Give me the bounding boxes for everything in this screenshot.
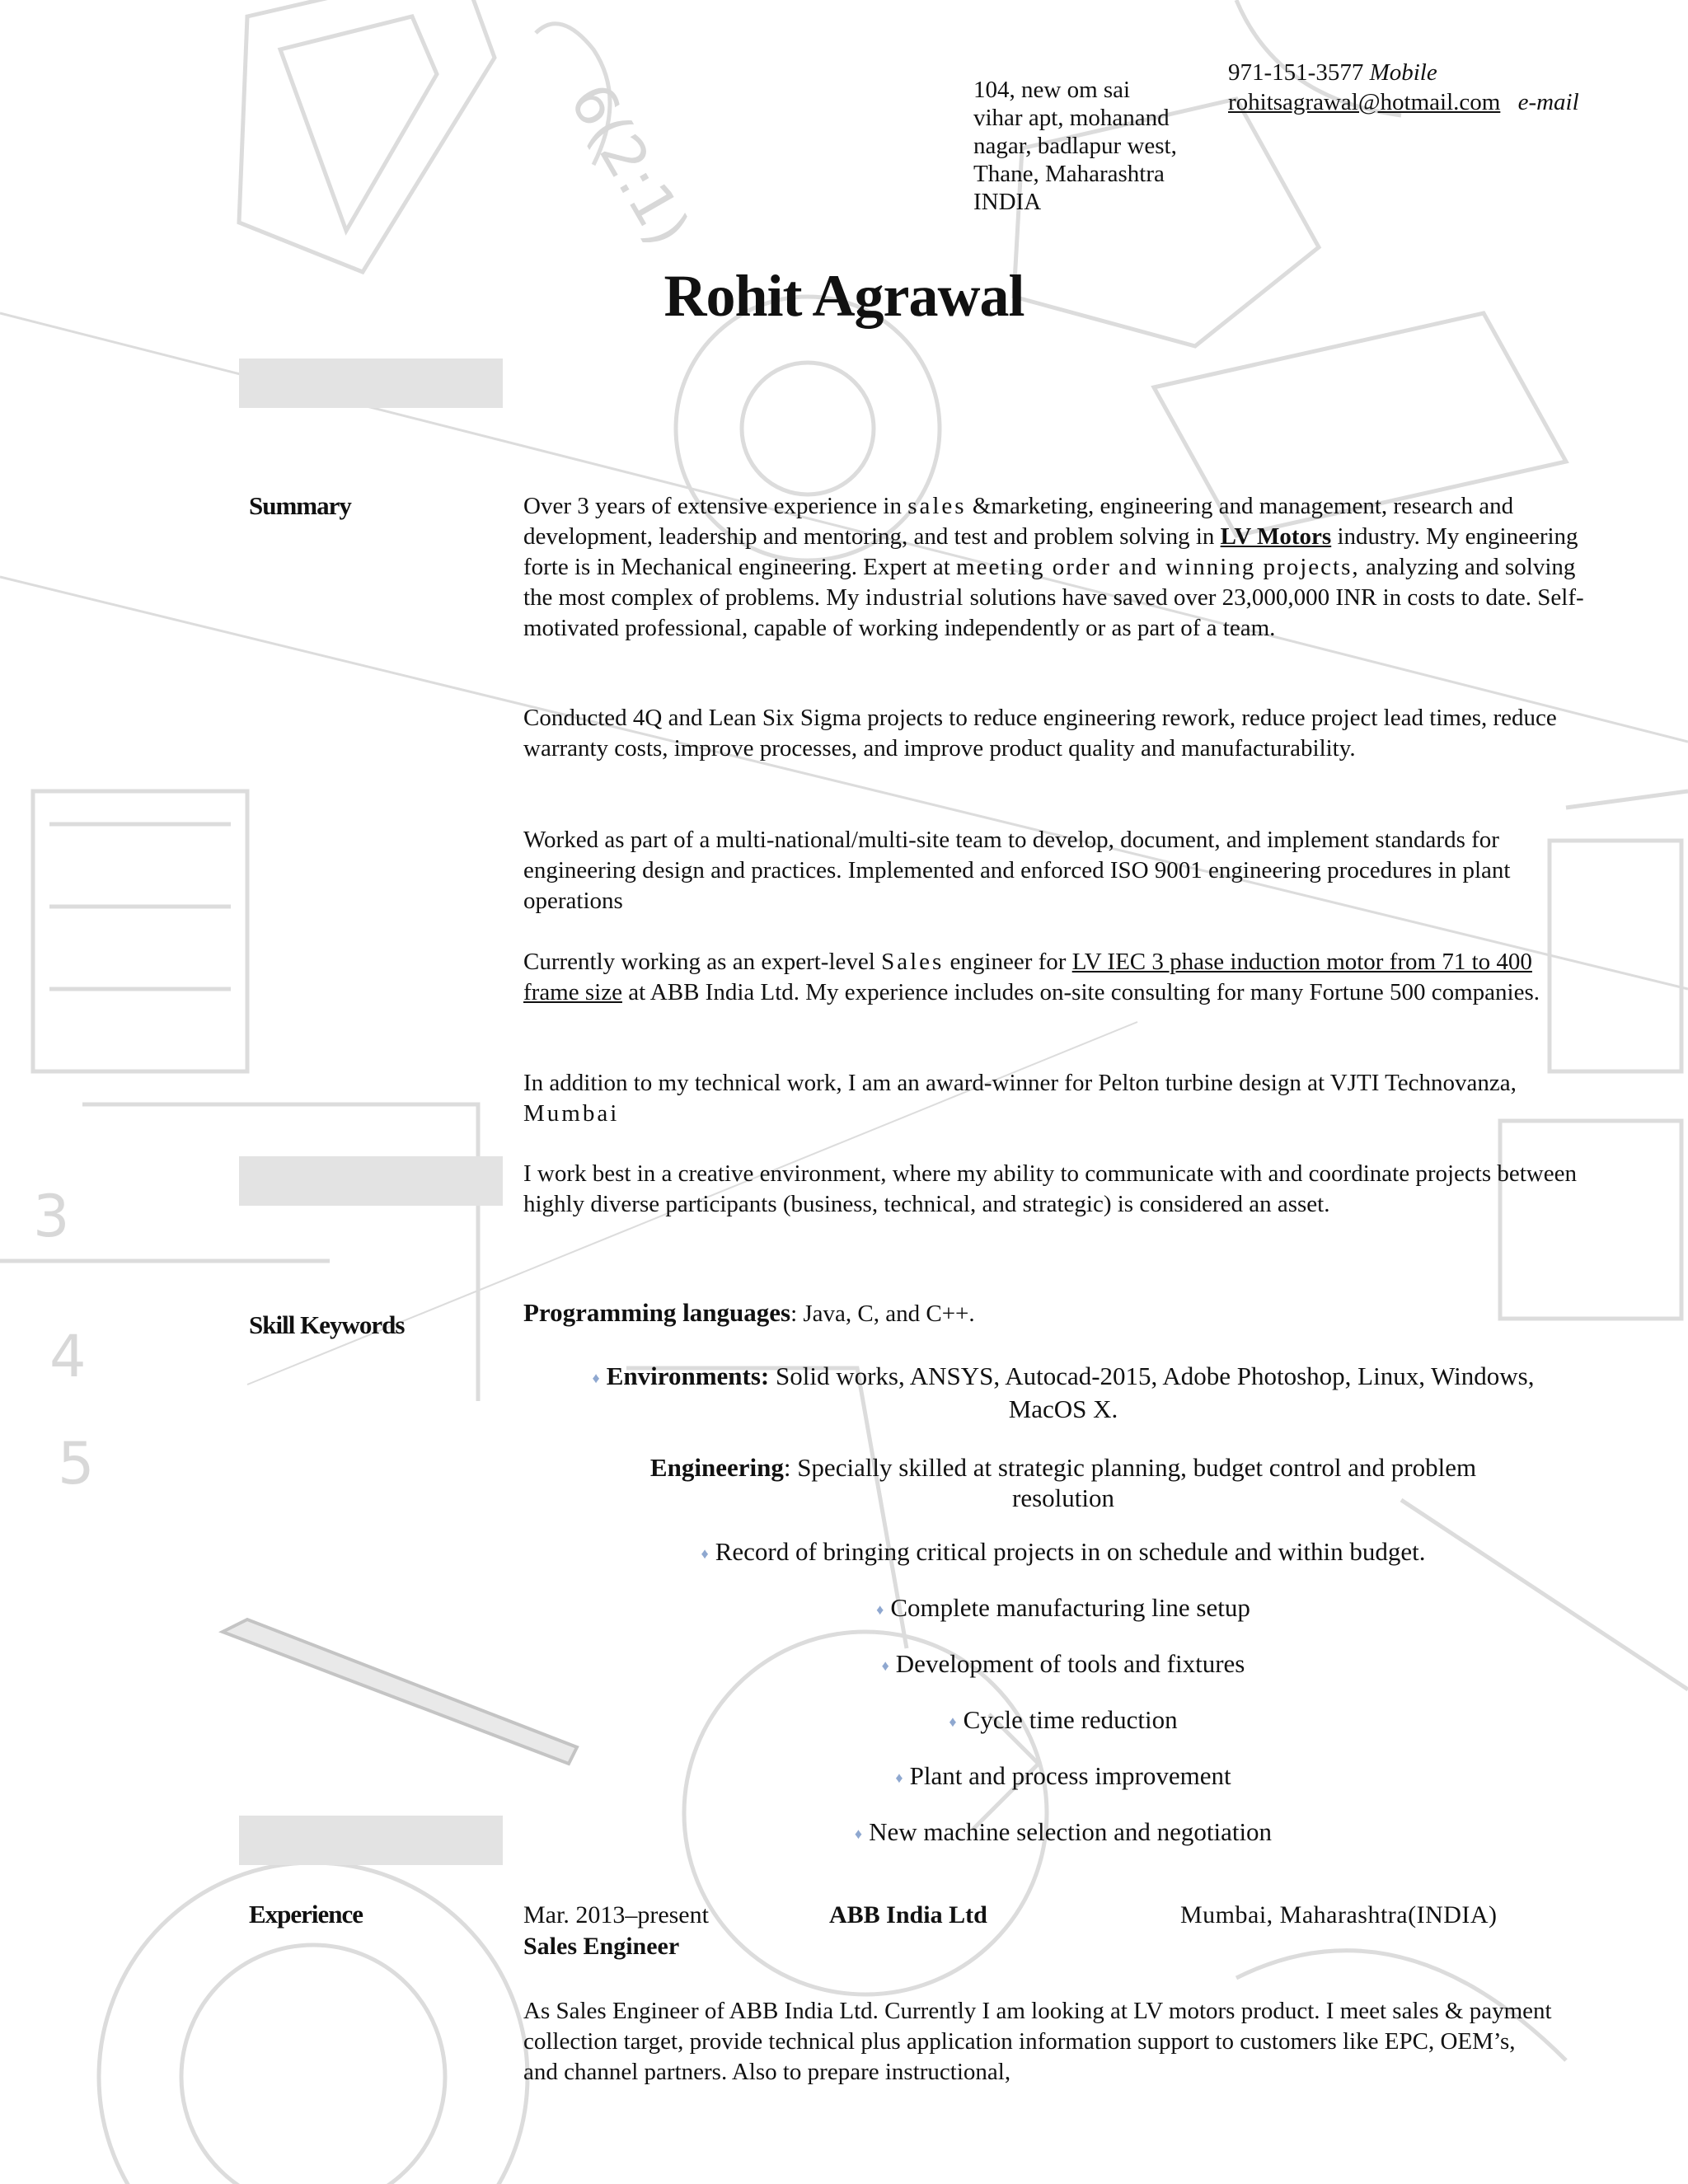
text-run: sales xyxy=(907,493,967,519)
skill-bullet-text: Complete manufacturing line setup xyxy=(890,1593,1250,1622)
summary-paragraph: I work best in a creative environment, where my ability to communicate with and coordinate projects between highly diverse participants (business, technical, and strategic) is considered an asset. xyxy=(523,1160,1577,1217)
address-line: vihar apt, mohanand xyxy=(973,105,1170,131)
skill-value: MacOS X. xyxy=(1008,1394,1118,1424)
phone-line xyxy=(1228,58,1579,87)
summary-paragraph xyxy=(523,491,1587,644)
svg-text:5: 5 xyxy=(58,1430,95,1497)
text-run: Over 3 years of extensive experience in xyxy=(523,493,902,519)
job-title: Sales Engineer xyxy=(523,1933,680,1960)
skills-heading: Skill Keywords xyxy=(249,1310,405,1339)
summary-paragraph: Conducted 4Q and Lean Six Sigma projects to reduce engineering rework, reduce project lead times, reduce warranty costs, improve processes, and improve product quality and manufacturability. xyxy=(523,705,1557,762)
programming-languages-line xyxy=(523,1297,1603,1329)
text-run: Mumbai xyxy=(523,1100,620,1127)
summary-paragraph: Worked as part of a multi-national/multi-site team to develop, document, and implement standards for engineering design and practices. Implemented and enforced ISO 9001 engineering procedures in plant operations xyxy=(523,827,1511,914)
address-block xyxy=(973,76,1212,216)
skill-bullet xyxy=(523,1648,1603,1681)
skill-value: Solid works, ANSYS, Autocad-2015, Adobe Photoshop, Linux, Windows, xyxy=(775,1361,1535,1390)
skill-value: : Specially skilled at strategic planning, budget control and problem xyxy=(783,1453,1477,1482)
diamond-bullet-icon: ♦ xyxy=(876,1601,884,1619)
section-divider-bar xyxy=(239,1156,503,1206)
text-run: at ABB India Ltd. My experience includes on-site consulting for many Fortune 500 companies. xyxy=(628,979,1540,1005)
phone-label: Mobile xyxy=(1369,59,1437,86)
environments-line xyxy=(523,1361,1603,1424)
experience-heading: Experience xyxy=(249,1900,363,1929)
skill-bullet-text: New machine selection and negotiation xyxy=(869,1817,1273,1846)
summary-paragraph xyxy=(523,947,1587,1008)
text-run: industrial xyxy=(865,584,964,611)
diamond-bullet-icon: ♦ xyxy=(881,1657,889,1675)
text-run: industry. My engineering forte is in Mechanical engineering. Expert at xyxy=(523,523,1578,580)
address-line: nagar, badlapur west, xyxy=(973,133,1177,159)
section-divider-bar xyxy=(239,359,503,408)
job-description: As Sales Engineer of ABB India Ltd. Currently I am looking at LV motors product. I meet sales & payment collection target, provide technical plus application information support to customers like EPC, OEM’s, and channel partners. Also to prepare instructional, xyxy=(523,1998,1552,2085)
skill-bullet xyxy=(523,1704,1603,1737)
skill-label: Environments: xyxy=(606,1361,770,1390)
phone-number: 971-151-3577 xyxy=(1228,59,1364,86)
text-run: Sales xyxy=(881,949,945,975)
section-divider-bar xyxy=(239,1816,503,1865)
job-dates: Mar. 2013–present xyxy=(523,1901,709,1929)
skill-bullet-text: Development of tools and fixtures xyxy=(895,1649,1245,1678)
text-run: engineer for xyxy=(950,949,1067,975)
text-run: solutions have saved over 23,000,000 INR in costs to date. Self-motivated professional, capable of working independently or as part of a team. xyxy=(523,584,1584,641)
job-location: Mumbai, Maharashtra(INDIA) xyxy=(1180,1901,1498,1929)
text-run: &marketing, engineering and management, research and development, leadership and mentoring, and test and problem solving in xyxy=(523,493,1514,550)
product-link[interactable]: LV IEC 3 phase induction motor from 71 to 400 frame size xyxy=(523,949,1532,1005)
skill-bullet xyxy=(523,1760,1603,1793)
skill-value: : Java, C, and C++. xyxy=(790,1301,975,1327)
skill-bullet-text: Cycle time reduction xyxy=(963,1705,1178,1734)
svg-text:3: 3 xyxy=(33,1183,70,1250)
skill-bullet xyxy=(523,1816,1603,1849)
skill-bullet xyxy=(523,1536,1603,1569)
summary-heading: Summary xyxy=(249,491,351,520)
skill-bullet-text: Record of bringing critical projects in on schedule and within budget. xyxy=(715,1537,1426,1566)
lv-motors-link[interactable]: LV Motors xyxy=(1220,523,1332,550)
diamond-bullet-icon: ♦ xyxy=(895,1769,903,1787)
address-line: Thane, Maharashtra xyxy=(973,161,1165,187)
text-run: meeting order and winning projects, xyxy=(956,554,1360,580)
contact-block xyxy=(1228,58,1579,117)
skill-value: resolution xyxy=(1012,1483,1114,1512)
text-run: In addition to my technical work, I am an award-winner for Pelton turbine design at VJTI Technovanza, xyxy=(523,1070,1517,1096)
summary-paragraph xyxy=(523,1068,1587,1129)
skill-bullet-text: Plant and process improvement xyxy=(909,1761,1231,1790)
candidate-name: Rohit Agrawal xyxy=(663,263,1025,329)
diamond-bullet-icon: ♦ xyxy=(701,1545,709,1563)
skill-bullet xyxy=(523,1592,1603,1625)
diamond-bullet-icon: ♦ xyxy=(854,1825,863,1843)
diamond-bullet-icon: ♦ xyxy=(949,1713,957,1731)
email-link[interactable]: rohitsagrawal@hotmail.com xyxy=(1228,89,1501,115)
email-line xyxy=(1228,87,1579,117)
diamond-bullet-icon: ♦ xyxy=(592,1370,600,1387)
engineering-line xyxy=(523,1452,1603,1513)
text-run: analyzing and solving the most complex of problems. My xyxy=(523,554,1576,611)
svg-text:4: 4 xyxy=(49,1323,87,1390)
address-line: 104, new om sai xyxy=(973,77,1131,103)
job-company: ABB India Ltd xyxy=(829,1901,987,1929)
svg-text:6(2:1): 6(2:1) xyxy=(556,72,703,257)
email-label: e-mail xyxy=(1517,89,1579,115)
skill-label: Programming languages xyxy=(523,1298,791,1327)
text-run: Currently working as an expert-level xyxy=(523,949,875,975)
skill-label: Engineering xyxy=(649,1453,784,1482)
address-line: INDIA xyxy=(973,189,1042,215)
